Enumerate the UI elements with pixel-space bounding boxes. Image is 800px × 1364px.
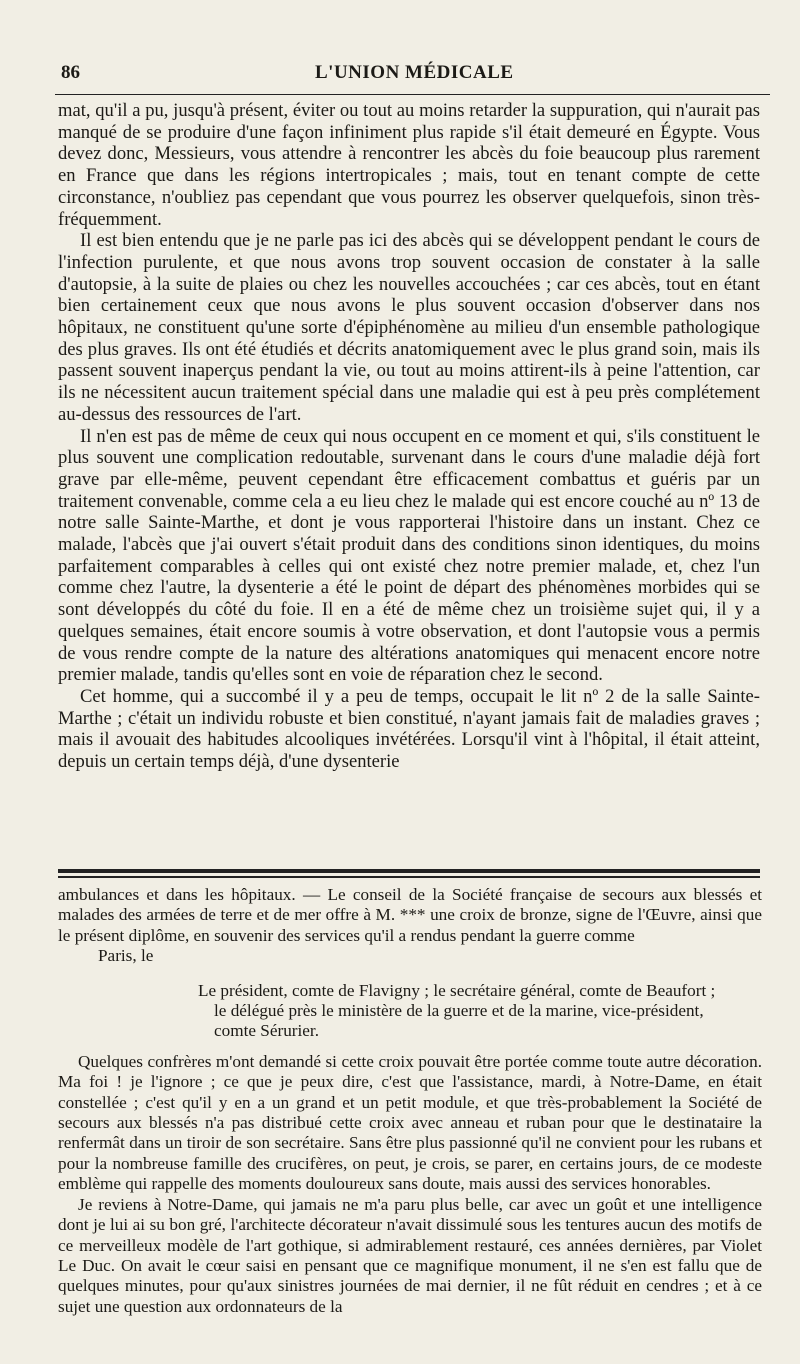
diploma-place-date: Paris, le: [98, 946, 154, 966]
article-paragraph: mat, qu'il a pu, jusqu'à présent, éviter ou tout au moins retarder la suppuration, qui n'aurait pas manqué de se produire d'une façon infiniment plus rapide s'il était demeuré en Égypte. Vous devez donc, Messieurs, vous attendre à rencontrer les abcès du foie beaucoup plus rarement en France que dans les régions intertropicales ; mais, tout en tenant compte de cette circonstance, n'oubliez pas cependant que vous pourrez les observer quelquefois, sinon très-fréquemment.: [58, 100, 760, 230]
feuilleton-divider: [58, 869, 760, 878]
page-header: [55, 60, 770, 95]
article-paragraph: Il est bien entendu que je ne parle pas ici des abcès qui se développent pendant le cours de l'infection purulente, et que nous avons trop souvent occasion de constater à la salle d'autopsie, à la suite de plaies ou chez les nouvelles accouchées ; car ces abcès, tout en étant bien certainement ceux que nous avons le plus souvent occasion d'observer dans nos hôpitaux, ne constituent qu'une sorte d'épiphénomène au milieu d'un ensemble pathologique des plus graves. Ils ont été étudiés et décrits anatomiquement avec le plus grand soin, mais ils passent souvent inaperçus pendant la vie, ou tout au moins attirent-ils à peine l'attention, car ils ne nécessitent aucun traitement spécial dans une maladie qui est à peu près complétement au-dessus des ressources de l'art.: [58, 230, 760, 425]
diploma-signatures: [198, 981, 762, 1042]
signature-line: Le président, comte de Flavigny ; le secrétaire général, comte de Beaufort ;: [198, 980, 716, 1000]
article-body: [58, 100, 760, 773]
feuilleton-intro: ambulances et dans les hôpitaux. — Le conseil de la Société française de secours aux blessés et malades des armées de terre et de mer offre à M. *** une croix de bronze, signe de l'Œuvre, ainsi que le présent diplôme, en souvenir des services qu'il a rendus pendant la guerre comme: [58, 885, 762, 945]
feuilleton-paragraph: Quelques confrères m'ont demandé si cette croix pouvait être portée comme toute autre décoration. Ma foi ! je l'ignore ; ce que je peux dire, c'est que l'assistance, mardi, à Notre-Dame, en était constellée ; c'est qu'il y en a un grand et un petit module, et que très-probablement la Société de secours aux blessés n'a pas distribué cette croix avec anneau et ruban pour que le destinataire la renfermât dans un tiroir de son secrétaire. Sans être plus passionné qu'il ne convient pour les rubans et pour la nombreuse famille des crucifères, on peut, je crois, se parer, en certains jours, de ce modeste emblème qui rappelle des moments douloureux sans doute, mais aussi des services honorables.: [58, 1051, 762, 1194]
divider-thin-rule: [58, 876, 760, 878]
divider-thick-rule: [58, 869, 760, 873]
feuilleton-paragraph: Je reviens à Notre-Dame, qui jamais ne m'a paru plus belle, car avec un goût et une intelligence dont je lui ai su bon gré, l'architecte décorateur n'avait dissimulé sous les tentures aucun des motifs de ce merveilleux modèle de l'art gothique, si admirablement restauré, ces années dernières, par Violet Le Duc. On avait le cœur saisi en pensant que ce magnifique monument, il ne s'en est fallu que de quelques minutes, pour qu'aux sinistres journées de mai dernier, il ne fût réduit en cendres ; et à ce sujet une question aux ordonnateurs de la: [58, 1194, 762, 1316]
article-paragraph: Il n'en est pas de même de ceux qui nous occupent en ce moment et qui, s'ils constituent le plus souvent une complication redoutable, survenant dans le cours d'une maladie déjà fort grave par elle-même, peuvent cependant être efficacement combattus et guéris par un traitement convenable, comme cela a eu lieu chez le malade qui est encore couché au nº 13 de notre salle Sainte-Marthe, et dont je vous rapporterai l'histoire dans un instant. Chez ce malade, l'abcès que j'ai ouvert s'était produit dans des conditions sinon identiques, du moins parfaitement comparables à celles qui ont existé chez notre premier malade, et, chez l'un comme chez l'autre, la dysenterie a été le point de départ des phénomènes morbides qui se sont développés du côté du foie. Il en a été de même chez un troisième sujet qui, il y a quelques semaines, était encore soumis à votre observation, et dont l'autopsie vous a permis de vous rendre compte de la nature des altérations anatomiques qui menacent encore notre premier malade, tandis qu'elles sont en voie de réparation chez le second.: [58, 425, 760, 686]
feuilleton-section: [58, 885, 762, 1317]
signature-line: le délégué près le ministère de la guerre et de la marine, vice-président,: [214, 1001, 704, 1021]
signature-line: comte Sérurier.: [214, 1021, 319, 1041]
journal-title: L'UNION MÉDICALE: [315, 62, 514, 83]
page-number: 86: [61, 62, 80, 83]
article-paragraph: Cet homme, qui a succombé il y a peu de temps, occupait le lit nº 2 de la salle Sainte-Marthe ; c'était un individu robuste et bien constitué, n'ayant jamais fait de maladies graves ; mais il avouait des habitudes alcooliques invétérées. Lorsqu'il vint à l'hôpital, il était atteint, depuis un certain temps déjà, d'une dysenterie: [58, 685, 760, 773]
